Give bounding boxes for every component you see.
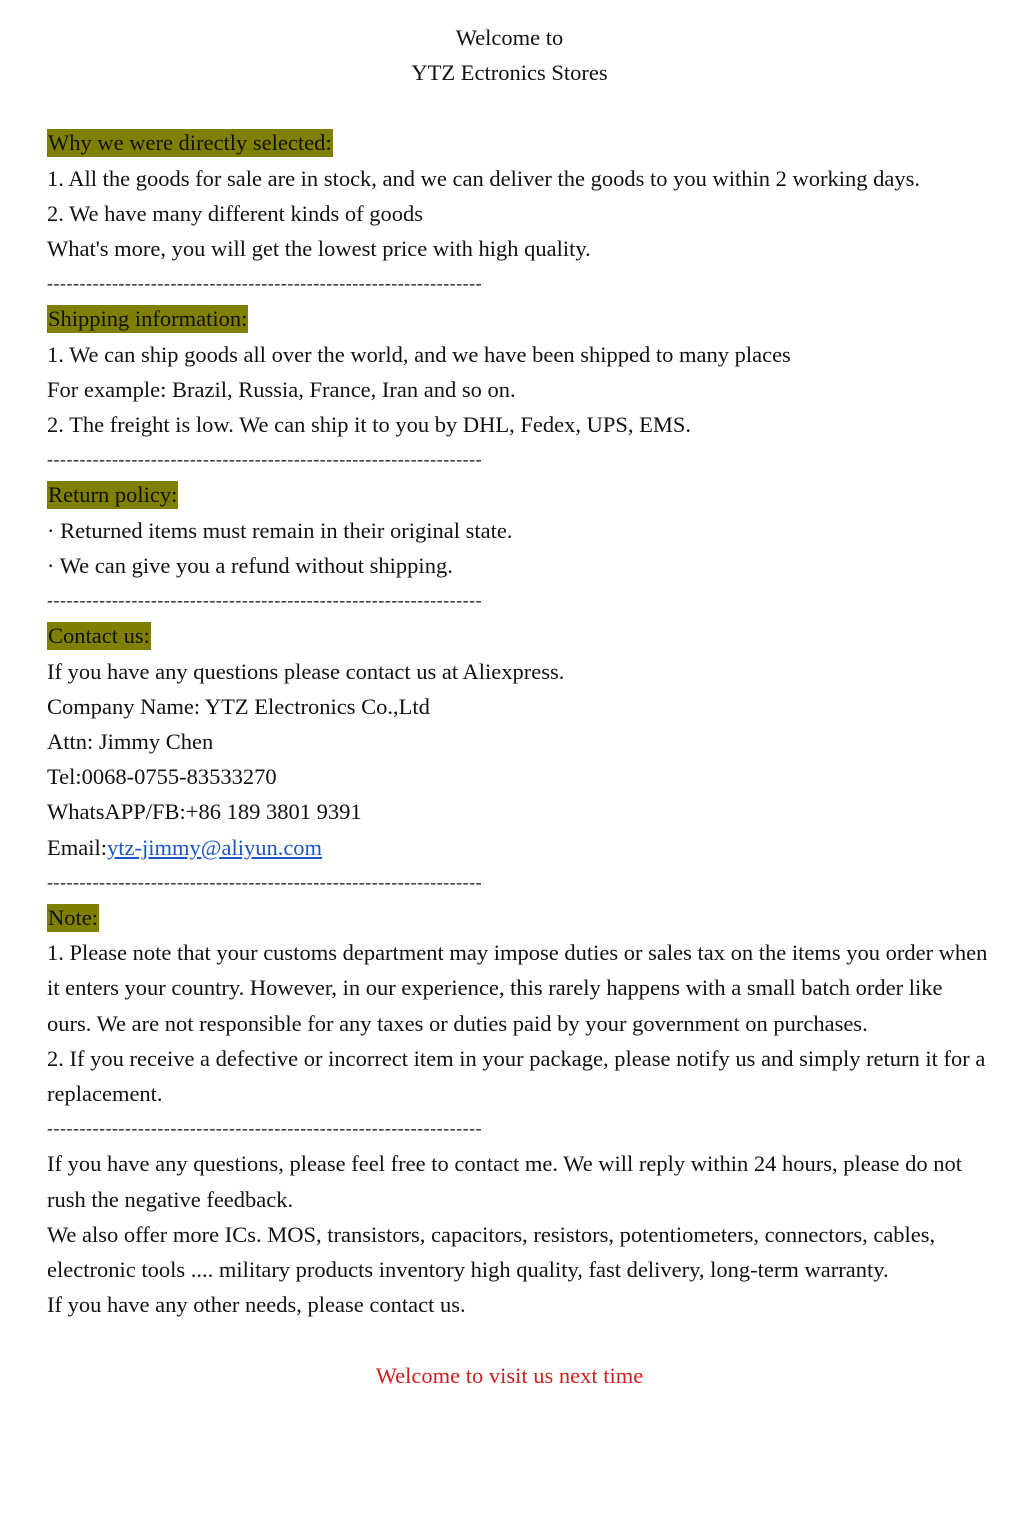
section-divider: ------------------------------------------------------------------- (47, 273, 483, 294)
contact-company: Company Name: YTZ Electronics Co.,Ltd (47, 693, 430, 719)
why-point-1: 1. All the goods for sale are in stock, and we can deliver the goods to you within 2 working days. (47, 165, 920, 191)
store-notice (47, 20, 992, 1393)
email-label: Email: (47, 834, 107, 860)
why-heading: Why we were directly selected: (48, 130, 332, 156)
contact-attn: Attn: Jimmy Chen (47, 728, 214, 754)
contact-email-row (47, 830, 992, 865)
closing-paragraph-1: If you have any questions, please feel free to contact me. We will reply within 24 hours, please do not rush the negative feedback. (47, 1151, 963, 1212)
note-point-1: 1. Please note that your customs department may impose duties or sales tax on the items you order when it enters your country. However, in our experience, this rarely happens with a small batch order like ours. We are not responsible for any taxes or duties paid by your government on purchases. (47, 940, 988, 1036)
section-divider: ------------------------------------------------------------------- (47, 449, 483, 470)
contact-heading: Contact us: (48, 622, 150, 648)
spacer (47, 90, 992, 125)
return-heading: Return policy: (48, 482, 178, 508)
return-point-2: · We can give you a refund without shipping. (47, 552, 453, 578)
closing-paragraph-3: If you have any other needs, please contact us. (47, 1292, 466, 1318)
contact-whatsapp: WhatsAPP/FB:+86 189 3801 9391 (47, 799, 362, 825)
shipping-heading: Shipping information: (48, 306, 248, 332)
shipping-point-2: For example: Brazil, Russia, France, Iran and so on. (47, 376, 516, 402)
section-divider: ------------------------------------------------------------------- (47, 590, 483, 611)
note-point-2: 2. If you receive a defective or incorrect item in your package, please notify us and simply return it for a replacement. (47, 1045, 986, 1106)
section-divider: ------------------------------------------------------------------- (47, 871, 483, 892)
return-point-1: · Returned items must remain in their original state. (47, 517, 513, 543)
page-title-line-2: YTZ Ectronics Stores (411, 60, 608, 86)
contact-intro: If you have any questions please contact us at Aliexpress. (47, 658, 565, 684)
email-link[interactable]: ytz-jimmy@aliyun.com (107, 834, 323, 860)
contact-tel: Tel:0068-0755-83533270 (47, 764, 277, 790)
footer-message: Welcome to visit us next time (375, 1362, 644, 1388)
shipping-point-3: 2. The freight is low. We can ship it to you by DHL, Fedex, UPS, EMS. (47, 412, 691, 438)
note-heading: Note: (48, 904, 98, 930)
note-heading-row (47, 900, 992, 935)
return-heading-row (47, 478, 992, 513)
why-point-3: What's more, you will get the lowest price with high quality. (47, 236, 591, 262)
shipping-point-1: 1. We can ship goods all over the world, and we have been shipped to many places (47, 341, 791, 367)
page-title-line-1: Welcome to (455, 25, 564, 50)
contact-heading-row (47, 618, 992, 653)
closing-paragraph-2: We also offer more ICs. MOS, transistors, capacitors, resistors, potentiometers, connectors, cables, electronic tools .... military products inventory high quality, fast delivery, long-term warranty. (47, 1221, 936, 1282)
why-heading-row (47, 126, 992, 161)
shipping-heading-row (47, 302, 992, 337)
why-point-2: 2. We have many different kinds of goods (47, 200, 424, 226)
section-divider: ------------------------------------------------------------------- (47, 1118, 483, 1139)
